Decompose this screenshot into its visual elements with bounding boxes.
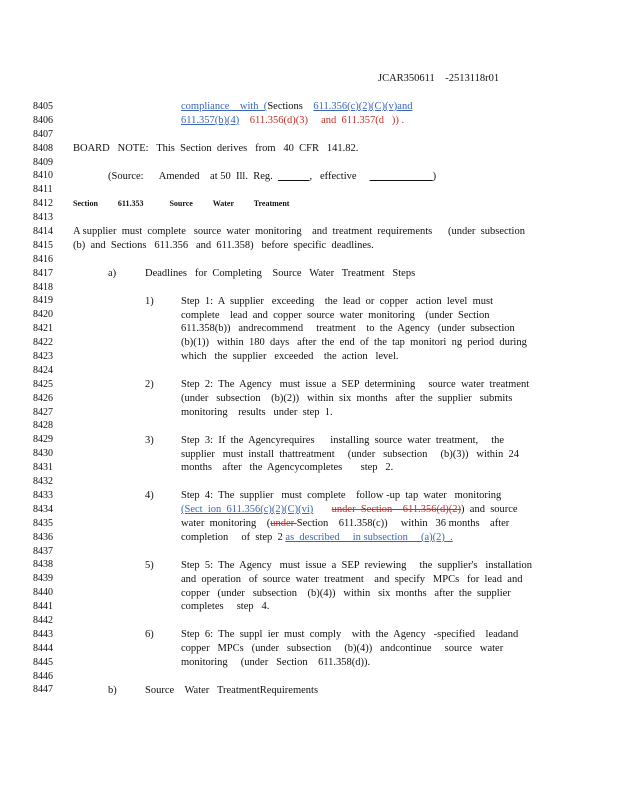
line-number: 8412 xyxy=(33,198,53,210)
subsection-title: Source Water TreatmentRequirements xyxy=(145,684,319,696)
line-number: 8428 xyxy=(33,420,53,432)
line-number: 8418 xyxy=(33,281,53,293)
line-numbers xyxy=(33,100,63,697)
line-number: 8435 xyxy=(33,517,53,529)
step-line: (b)(1)) within 180 days after the end of the tap monitori ng period during xyxy=(181,337,527,349)
source-note xyxy=(108,170,436,184)
inserted-text: as described in subsection (a)(2) xyxy=(285,531,445,543)
deleted-text: under Section 611.356(d)(2) xyxy=(331,504,462,516)
section-heading: Section 611.353 Source Water Treatment xyxy=(73,199,290,209)
line-number: 8406 xyxy=(33,114,53,126)
line-number: 8432 xyxy=(33,476,53,488)
step-line: Step 6: The suppl ier must comply with the Agency -specified leadand xyxy=(181,629,519,641)
deleted-text: under xyxy=(270,518,297,529)
line-number: 8439 xyxy=(33,573,53,585)
line-number: 8437 xyxy=(33,545,53,557)
step-line: copper MPCs (under subsection (b)(4)) andcontinue source water xyxy=(181,643,504,655)
text: , effective xyxy=(309,170,370,182)
line-number: 8443 xyxy=(33,628,53,640)
text: (Source: Amended at 50 Ill. Reg. xyxy=(108,170,279,182)
step-number: 2) xyxy=(145,379,154,390)
inserted-text: (Sect ion 611.356(c)(2)(C)(vi) xyxy=(181,504,314,516)
text: ) and source xyxy=(461,504,518,516)
subsection-label: a) xyxy=(108,267,117,279)
step-line: monitoring (under Section 611.358(d)). xyxy=(181,657,371,668)
subsection-title: Deadlines for Completing Source Water Treatment Steps xyxy=(145,267,416,279)
line-number: 8436 xyxy=(33,531,53,543)
paragraph-line: (b) and Sections 611.356 and 611.358) before specific deadlines. xyxy=(73,240,374,251)
line-number: 8411 xyxy=(33,184,53,196)
line-number: 8421 xyxy=(33,323,53,335)
step-line: supplier must install thattreatment (under subsection (b)(3)) within 24 xyxy=(181,448,519,460)
paragraph-line: A supplier must complete source water monitoring and treatment requirements (under subsection xyxy=(73,226,525,238)
step-line: complete lead and copper source water monitoring (under Section xyxy=(181,309,490,321)
step-line: Step 4: The supplier must complete follow -up tap water monitoring xyxy=(181,490,502,502)
text: Sections xyxy=(267,101,314,112)
inserted-text: 611.356(c)(2)(C)(v)and xyxy=(313,101,413,112)
step-number: 5) xyxy=(145,559,154,571)
line-number: 8442 xyxy=(33,614,53,626)
text: water monitoring ( xyxy=(181,518,271,529)
line-number: 8423 xyxy=(33,351,53,363)
line-number: 8424 xyxy=(33,364,53,376)
line-number: 8407 xyxy=(33,128,53,140)
line-number: 8417 xyxy=(33,267,53,279)
blank: ______ xyxy=(278,170,310,182)
line-number: 8414 xyxy=(33,226,53,238)
step-line xyxy=(181,531,453,545)
step-line xyxy=(181,503,518,517)
line-number: 8410 xyxy=(33,170,53,182)
step-line: monitoring results under step 1. xyxy=(181,406,333,418)
text: ) xyxy=(432,170,437,182)
line-number: 8426 xyxy=(33,392,53,404)
step-number: 1) xyxy=(145,295,154,307)
inserted-text: 611.357(b)(4) xyxy=(181,114,240,126)
step-line: months after the Agencycompletes step 2. xyxy=(181,462,394,474)
line-number: 8434 xyxy=(33,503,53,515)
subsection-label: b) xyxy=(108,684,117,696)
line-number: 8415 xyxy=(33,239,53,251)
step-line: and operation of source water treatment and specify MPCs for lead and xyxy=(181,573,523,585)
line-number: 8447 xyxy=(33,684,53,696)
step-line: 611.358(b)) andrecommend treatment to the Agency (under subsection xyxy=(181,323,515,335)
step-number: 3) xyxy=(145,434,154,446)
inserted-text: compliance with ( xyxy=(181,101,268,112)
line-number: 8446 xyxy=(33,670,53,682)
line-8405 xyxy=(181,100,412,114)
blank: ____________ xyxy=(369,170,433,182)
line-number: 8409 xyxy=(33,156,53,168)
line-number: 8430 xyxy=(33,448,53,460)
step-number: 6) xyxy=(145,629,154,641)
line-number: 8413 xyxy=(33,212,53,224)
text: completion of step 2 xyxy=(181,531,286,543)
step-line: Step 2: The Agency must issue a SEP determining source water treatment xyxy=(181,379,530,390)
board-note: BOARD NOTE: This Section derives from 40 CFR 141.82. xyxy=(73,142,359,154)
step-line: Step 1: A supplier exceeding the lead or copper action level must xyxy=(181,295,494,307)
line-number: 8420 xyxy=(33,309,53,321)
line-number: 8444 xyxy=(33,642,53,654)
step-line: (under subsection (b)(2)) within six months after the supplier submits xyxy=(181,392,513,404)
deleted-text: 611.356(d)(3) and 611.357(d )) . xyxy=(239,114,405,126)
step-line xyxy=(181,517,509,531)
line-number: 8445 xyxy=(33,656,53,668)
line-number: 8438 xyxy=(33,559,53,571)
line-number: 8433 xyxy=(33,489,53,501)
line-number: 8441 xyxy=(33,601,53,613)
step-line: completes step 4. xyxy=(181,601,270,613)
line-number: 8427 xyxy=(33,406,53,418)
step-number: 4) xyxy=(145,490,154,502)
text: Section 611.358(c)) within 36 months after xyxy=(296,518,510,529)
line-number: 8405 xyxy=(33,101,53,112)
step-line: copper (under subsection (b)(4)) within six months after the supplier xyxy=(181,587,511,599)
line-number: 8429 xyxy=(33,434,53,446)
line-number: 8416 xyxy=(33,253,53,265)
line-8406 xyxy=(181,114,404,128)
step-line: Step 3: If the Agencyrequires installing source water treatment, the xyxy=(181,434,505,446)
line-number: 8440 xyxy=(33,587,53,599)
step-line: which the supplier exceeded the action level. xyxy=(181,351,399,363)
step-line: Step 5: The Agency must issue a SEP reviewing the supplier's installation xyxy=(181,559,532,571)
document-id: JCAR350611 -2513118r01 xyxy=(378,73,500,84)
line-number: 8422 xyxy=(33,337,53,349)
line-number: 8419 xyxy=(33,295,53,307)
inserted-text: . xyxy=(444,531,453,543)
line-number: 8431 xyxy=(33,462,53,474)
line-number: 8425 xyxy=(33,378,53,390)
line-number: 8408 xyxy=(33,142,53,154)
